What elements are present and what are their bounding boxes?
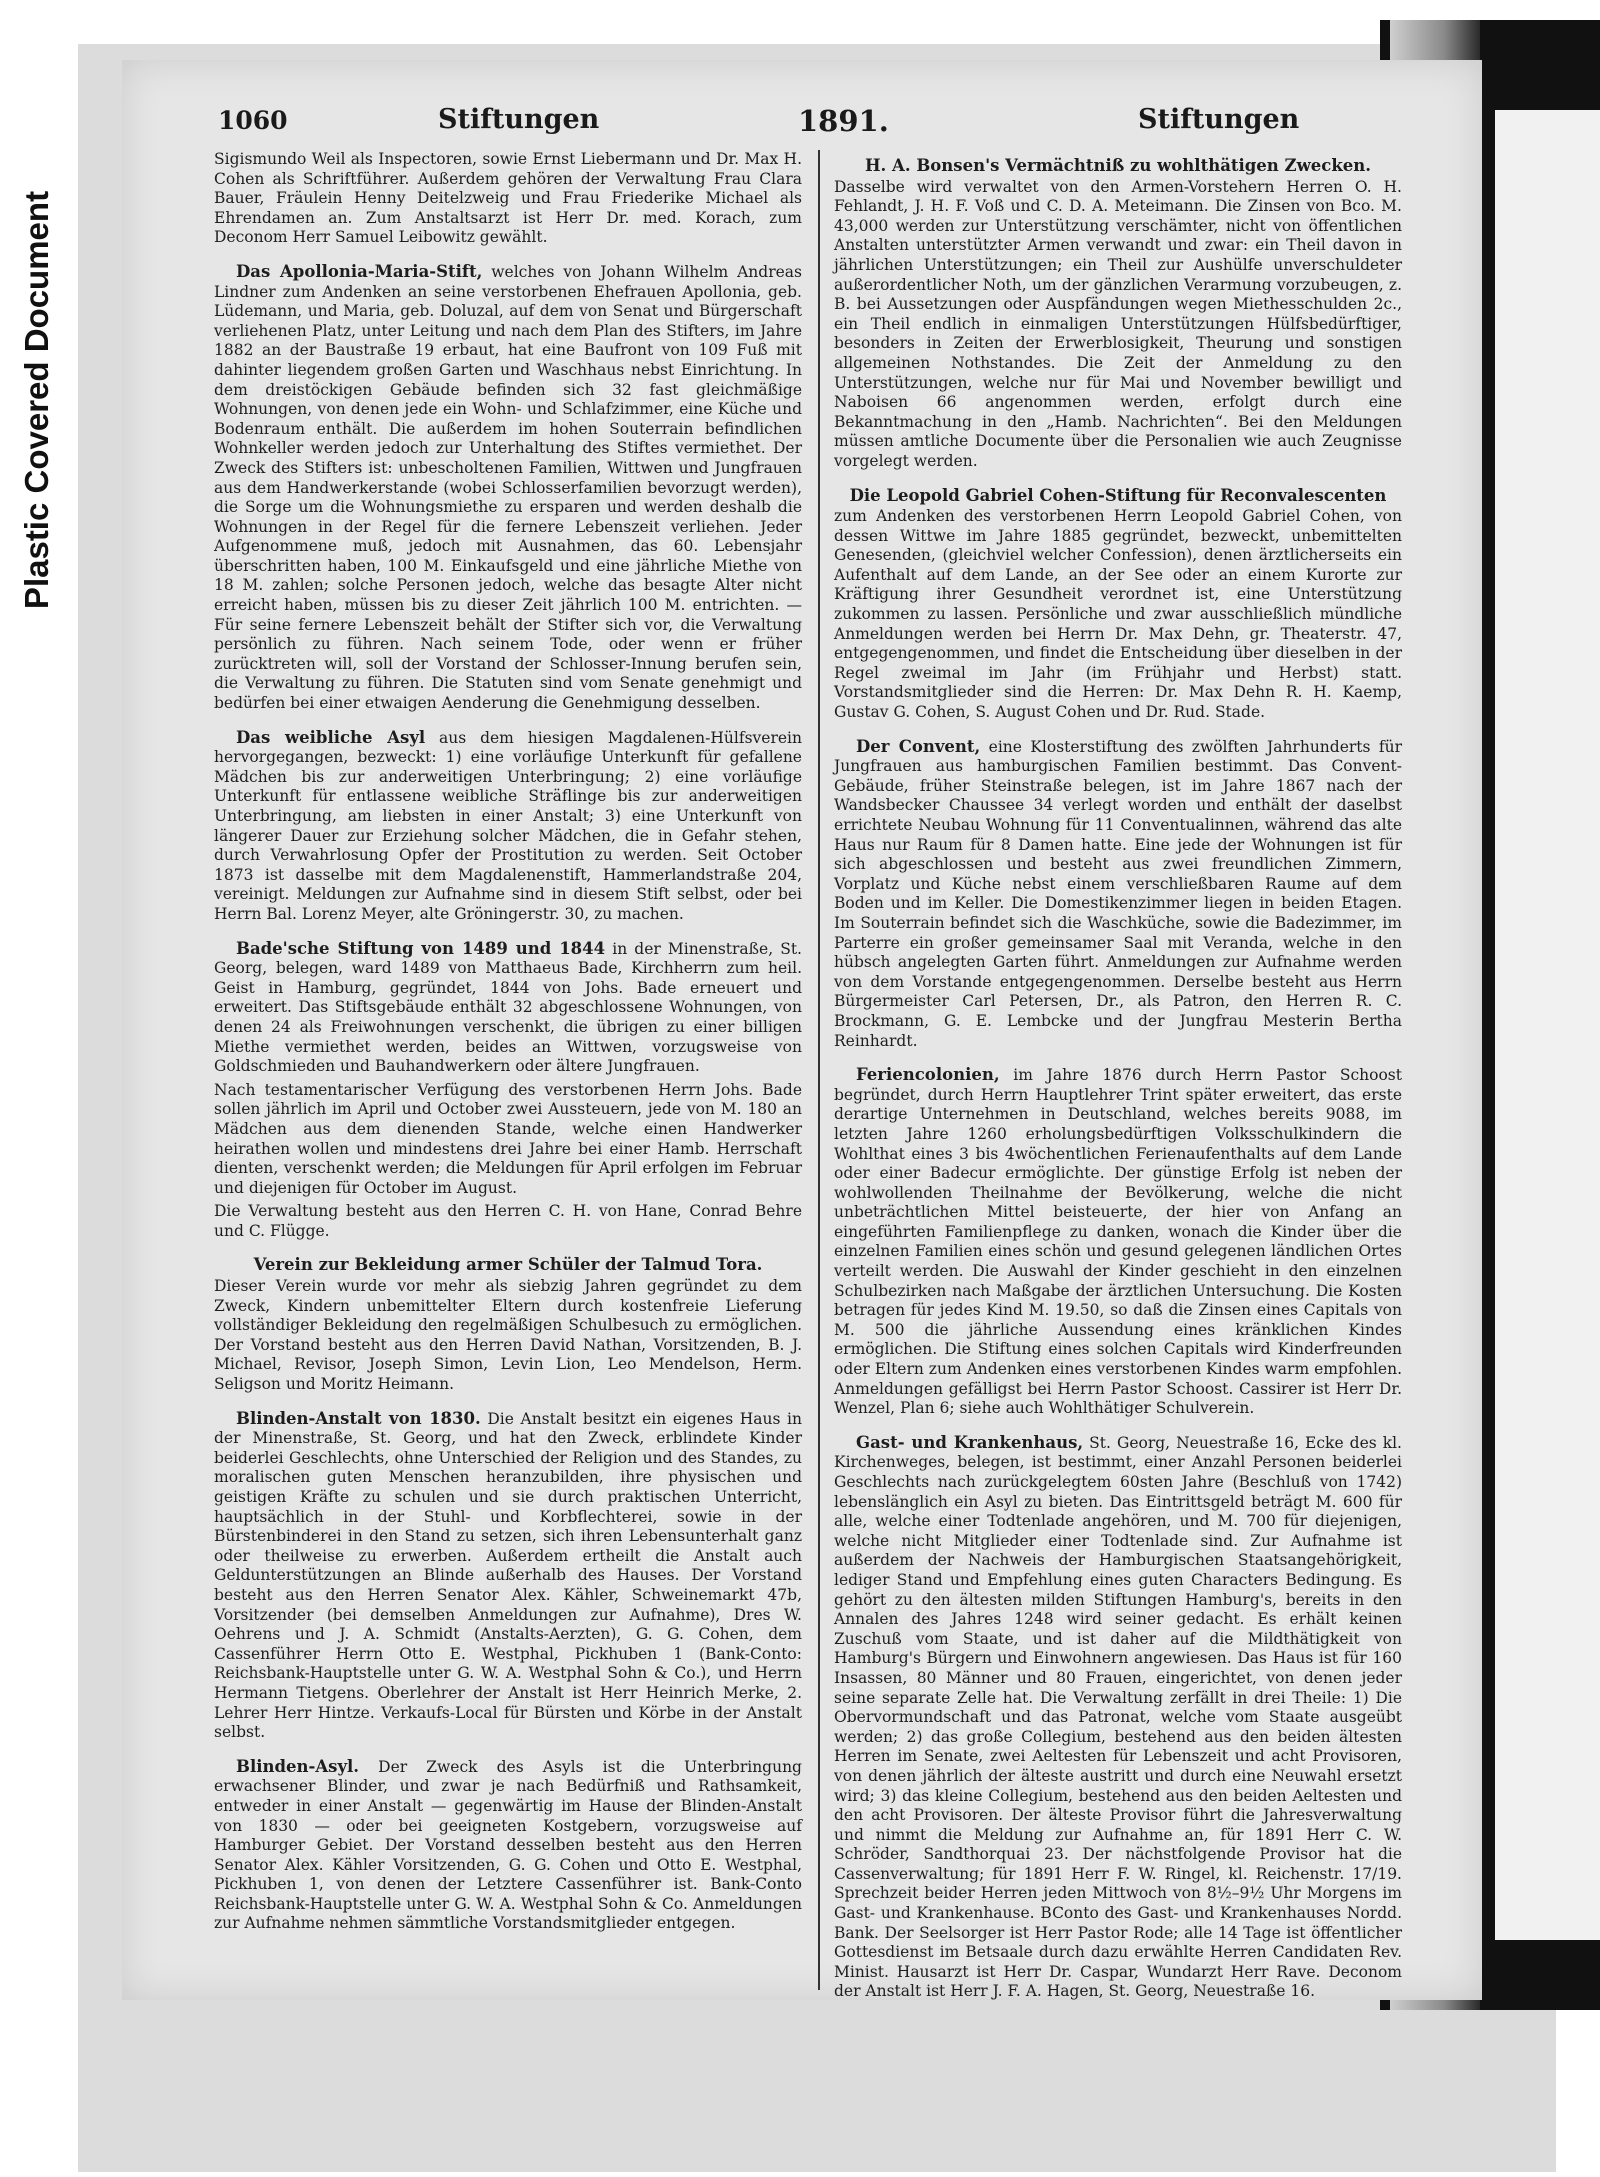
entry-paragraph: Die Verwaltung besteht aus den Herren C. H. von Hane, Conrad Behre und C. Flügge. — [214, 1202, 802, 1240]
header-year: 1891. — [798, 104, 889, 138]
entry-heading: Das Apollonia-Maria-Stift, — [236, 261, 483, 281]
entry-heading: Das weibliche Asyl — [236, 727, 426, 747]
entry-text: eine Klosterstiftung des zwölften Jahrhunderts für Jungfrauen aus hamburgischen Familien bestimmt. Das Convent-Gebäude, früher Steinstraße belegen, ist im Jahre 1867 nach der Wandsbecker Chaussee 34 verlegt worden und enthält der daselbst errichtete Neubau Wohnung für 11 Conventualinnen, während das alte Haus nur Raum für 8 Damen hatte. Eine jede der Wohnungen ist für sich abgeschlossen und besteht aus zwei freundlichen Zimmern, Vorplatz und Küche nebst einem verschließbaren Raume auf dem Boden und im Keller. Die Domestikenzimmer liegen in beiden Etagen. Im Souterrain befindet sich die Waschküche, sowie die Badezimmer, im Parterre ein großer gemeinsamer Saal mit Veranda, welche in den hübsch angelegten Garten führt. Anmeldungen zur Aufnahme werden von dem Vorstande entgegengenommen. Derselbe besteht aus Herrn Bürgermeister Carl Petersen, Dr., als Patron, den Herren R. C. Brockmann, G. E. Lembcke und der Jungfrau Mesterin Bertha Reinhardt. — [834, 737, 1402, 1050]
entry-heading: Blinden-Asyl. — [236, 1756, 360, 1776]
left-column — [214, 150, 802, 1948]
entry-heading: Gast- und Krankenhaus, — [856, 1432, 1084, 1452]
background-gap — [1495, 110, 1600, 1940]
running-header — [218, 102, 1358, 142]
entry-bonsen — [834, 178, 1402, 472]
entry-text: welches von Johann Wilhelm Andreas Lindner zum Andenken an seine verstorbenen Ehefrauen Apollonia, geb. Lüdemann, und Maria, geb. Doluzal, auf dem von Senat und Bürgerschaft verliehenen Platz, unter Leitung und nach dem Plan des Stifters, im Jahre 1882 an der Baustraße 19 erbaut, hat eine Baufront von 109 Fuß mit dahinter liegendem großen Garten und Waschhaus nebst Einrichtung. In dem dreistöckigen Gebäude befinden sich 32 fast gleichmäßige Wohnungen, von denen jede ein Wohn- und Schlafzimmer, eine Küche und Bodenraum enthält. Die außerdem im hohen Souterrain befindlichen Wohnkeller werden jedoch zur Unterhaltung des Stiftes vermiethet. Der Zweck des Stifters ist: unbescholtenen Familien, Wittwen und Jungfrauen aus dem Handwerkerstande (wobei Schlosserfamilien bevorzugt werden), die Sorge um die Wohnungsmiethe zu ersparen und werden deshalb die Wohnungen in der Regel für die fernere Lebenszeit verliehen. Jeder Aufgenommene muß, jedoch mit Ausnahmen, das 60. Lebensjahr überschritten haben, 100 M. Einkaufsgeld und eine jährliche Miethe von 18 M. zahlen; solche Personen jedoch, welche das besagte Alter nicht erreicht haben, müssen bis zu dieser Zeit jährlich 100 M. entrichten. — Für seine fernere Lebenszeit behält der Stifter sich vor, die Verwaltung persönlich zu führen. Nach seinem Tode, oder wenn er früher zurücktreten will, soll der Vorstand der Schlosser-Innung berufen sein, die Verwaltung zu führen. Die Statuten sind vom Senate genehmigt und bedürfen bei einer etwaigen Aenderung die Genehmigung desselben. — [214, 262, 802, 713]
page-number: 1060 — [218, 106, 288, 135]
entry-text: zum Andenken des verstorbenen Herrn Leopold Gabriel Cohen, von dessen Wittwe im Jahre 1885 gegründet, bezweckt, unbemittelten Genesenden, (gleichviel welcher Confession), denen ärztlicherseits ein Aufenthalt auf dem Lande, an der See oder an einem Kurorte zur Kräftigung ihrer Gesundheit verordnet ist, eine Unterstützung zukommen zu lassen. Persönliche und zwar ausschließlich mündliche Anmeldungen werden bei Herrn Dr. Max Dehn, gr. Theaterstr. 47, entgegengenommen, und findet die Entscheidung über dieselben in der Regel zweimal im Jahr (im Frühjahr und Herbst) statt. Vorstandsmitglieder sind die Herren: Dr. Max Dehn R. H. Kaemp, Gustav G. Cohen, S. August Cohen und Dr. Rud. Stade. — [834, 507, 1402, 722]
entry-blinden-anstalt — [214, 1409, 802, 1743]
entry-heading: Feriencolonien, — [856, 1065, 1000, 1085]
entry-heading: Der Convent, — [856, 736, 981, 756]
side-label-text: Plastic Covered Document — [18, 190, 56, 610]
entry-text: aus dem hiesigen Magdalenen-Hülfsverein hervorgegangen, bezweckt: 1) eine vorläufige Unterkunft für gefallene Mädchen bis zur anderweitigen Unterbringung; 2) eine vorläufige Unterkunft für entlassene weibliche Sträflinge bis zur anderweitigen Unterbringung, am liebsten in einer Anstalt; 3) eine Unterkunft von längerer Dauer zur Erziehung solcher Mädchen, die in Gefahr stehen, durch Verwahrlosung Opfer der Prostitution zu werden. Seit October 1873 ist dasselbe mit dem Magdalenenstift, Hammerlandstraße 204, vereinigt. Meldungen zur Aufnahme sind in diesem Stift selbst, oder bei Herrn Bal. Lorenz Meyer, alte Gröningerstr. 30, zu machen. — [214, 728, 803, 923]
entry-text: in der Minenstraße, St. Georg, belegen, ward 1489 von Matthaeus Bade, Kirchherrn zum heil. Geist in Hamburg, gegründet, 1844 von Johs. Bade erneuert und erweitert. Das Stiftsgebäude enthält 32 abgeschlossene Wohnungen, von denen 24 als Freiwohnungen verschenkt, die übrigen zu einer billigen Miethe vermiethet werden, beides an Wittwen, vorzugsweise von Goldschmieden und Bauhandwerkern oder ältere Jungfrauen. — [214, 939, 802, 1076]
entry-paragraph: Nach testamentarischer Verfügung des verstorbenen Herrn Johs. Bade sollen jährlich im April und October zwei Aussteuern, jede von M. 180 an Mädchen aus dem dienenden Stande, welche einen Handwerker heirathen wollen und mindestens drei Jahre bei einer Hamb. Herrschaft dienten, verschenkt werden; die Meldungen für April erfolgen im Februar und diejenigen für October im August. — [214, 1080, 802, 1197]
side-label — [0, 0, 75, 800]
entry-heading-centered: H. A. Bonsen's Vermächtniß zu wohlthätigen Zwecken. — [864, 156, 1372, 175]
entry-bade-stiftung — [214, 939, 802, 1077]
entry-gast-krankenhaus — [834, 1433, 1402, 2002]
entry-feriencolonien — [834, 1065, 1402, 1419]
entry-heading-centered: Verein zur Bekleidung armer Schüler der Talmud Tora. — [253, 1255, 763, 1275]
entry-text: Dieser Verein wurde vor mehr als siebzig Jahren gegründet zu dem Zweck, Kindern unbemittelter Eltern durch kostenfreie Lieferung vollständiger Bekleidung den regelmäßigen Schulbesuch zu ermöglichen. Der Vorstand besteht aus den Herren David Nathan, Vorsitzenden, B. J. Michael, Revisor, Joseph Simon, Levin Lion, Leo Mendelson, Herm. Seligson und Moritz Heimann. — [214, 1277, 802, 1394]
entry-cohen-stiftung — [834, 507, 1402, 723]
entry-talmud-tora — [214, 1277, 802, 1395]
entry-blinden-asyl — [214, 1757, 802, 1934]
header-title-right: Stiftungen — [1138, 104, 1300, 135]
entry-text: Dasselbe wird verwaltet von den Armen-Vorstehern Herren O. H. Fehlandt, J. H. F. Voß und C. D. A. Meteimann. Die Zinsen von Bco. M. 43,000 werden zur Unterstützung verschämter, nicht von öffentlichen Anstalten unterstützter Armen verwandt und zwar: ein Theil davon in jährlichen Unterstützungen; ein Theil zur Aushülfe unverschuldeter außerordentlicher Noth, um der gänzlichen Verarmung vorzubeugen, z. B. bei Aussetzungen oder Auspfändungen wegen Miethesschulden 2c., ein Theil endlich in einmaligen Unterstützungen Hülfsbedürftiger, besonders in Zeiten der Erwerblosigkeit, Theurung und sonstigen allgemeinen Nothstandes. Die Zeit der Anmeldung zu den Unterstützungen, welche nur für Mai und November bewilligt und Naboisen 66 angenommen werden, erfolgt durch eine Bekanntmachung in den „Hamb. Nachrichten“. Bei den Meldungen müssen amtliche Documente über die Personalien wie auch Zeugnisse vorgelegt werden. — [834, 177, 1402, 470]
entry-text: St. Georg, Neuestraße 16, Ecke des kl. Kirchenweges, belegen, ist bestimmt, einer Anzahl Personen beiderlei Geschlechts nach zurückgelegtem 60sten Jahre (Beschluß von 1742) lebenslänglich ein Asyl zu bieten. Das Eintrittsgeld beträgt M. 600 für alle, welche einer Todtenlade angehören, und M. 700 für diejenigen, welche nicht Mitglieder einer Todtenlade sind. Zur Aufnahme ist außerdem der Nachweis der Hamburgischen Staatsangehörigkeit, lediger Stand und Empfehlung eines guten Characters Bedingung. Es gehört zu den ältesten milden Stiftungen Hamburg's, bereits in den Annalen des Jahres 1248 wird seiner gedacht. Es erhält keinen Zuschuß vom Staate, und ist daher auf die Mildthätigkeit von Hamburg's Bürgern und Einwohnern angewiesen. Das Haus ist für 160 Insassen, 80 Männer und 80 Frauen, eingerichtet, von denen jeder seine separate Zelle hat. Die Verwaltung zerfällt in drei Theile: 1) Die Obervormundschaft und das Patronat, welche vom Staate ausgeübt werden; 2) das große Collegium, bestehend aus den beiden ältesten Herren im Senate, zwei Aeltesten für Lebenszeit und acht Provisoren, von denen jährlich der älteste austritt und durch eine Neuwahl ersetzt wird; 3) das kleine Collegium, bestehend aus den beiden Aeltesten und den acht Provisoren. Der älteste Provisor führt die Jahresverwaltung und nimmt die Meldung zur Aufnahme an, für 1891 Herr C. W. Schröder, Sandthorquai 23. Der nächstfolgende Provisor hat die Cassenverwaltung; für 1891 Herr F. W. Ringel, kl. Reichenstr. 17/19. Sprechzeit beider Herren jeden Mittwoch von 8½–9½ Uhr Morgens im Gast- und Krankenhause. BConto des Gast- und Krankenhauses Nordd. Bank. Der Seelsorger ist Herr Pastor Rode; alle 14 Tage ist öffentlicher Gottesdienst im Betsaale durch dazu erwählte Herren Candidaten Rev. Minist. Hausarzt ist Herr Dr. Caspar, Wundarzt Herr Rave. Deconom der Anstalt ist Herr J. F. A. Hagen, St. Georg, Neuestraße 16. — [834, 1433, 1402, 2001]
entry-text: Der Zweck des Asyls ist die Unterbringung erwachsener Blinder, und zwar je nach Bedürfniß und Rathsamkeit, entweder in einer Anstalt — gegenwärtig im Hause der Blinden-Anstalt von 1830 — oder bei geeigneten Kostgebern, vorzugsweise auf Hamburger Gebiet. Der Vorstand desselben besteht aus den Herren Senator Alex. Kähler Vorsitzenden, G. G. Cohen und Otto E. Westphal, Pickhuben 1, von denen der Letztere Cassenführer ist. Bank-Conto Reichsbank-Hauptstelle unter G. W. A. Westphal Sohn & Co. Anmeldungen zur Aufnahme nehmen sämmtliche Vorstandsmitglieder entgegen. — [214, 1757, 802, 1933]
entry-paragraph: Sigismundo Weil als Inspectoren, sowie Ernst Liebermann und Dr. Max H. Cohen als Schriftführer. Außerdem gehören der Verwaltung Frau Clara Bauer, Fräulein Henny Deitelzweig und Frau Friederike Michael als Ehrendamen an. Zum Anstaltsarzt ist Herr Dr. med. Korach, zum Deconom Herr Samuel Leibowitz gewählt. — [214, 150, 802, 247]
entry-text: Die Anstalt besitzt ein eigenes Haus in der Minenstraße, St. Georg, und hat den Zweck, erblindete Kinder beiderlei Geschlechts, ohne Unterschied der Religion und des Standes, zu moralischen guten Menschen heranzubilden, ihre physischen und geistigen Kräfte zu schulen und sie durch praktischen Unterricht, hauptsächlich in der Stuhl- und Korbflechterei, sowie in der Bürstenbinderei in den Stand zu setzen, sich ihren Lebensunterhalt ganz oder theilweise zu erwerben. Außerdem ertheilt die Anstalt auch Geldunterstützungen an Blinde außerhalb des Hauses. Der Vorstand besteht aus den Herren Senator Alex. Kähler, Schweinemarkt 47b, Vorsitzender (bei demselben Anmeldungen zur Aufnahme), Dres W. Oehrens und J. A. Schmidt (Anstalts-Aerzten), G. G. Cohen, dem Cassenführer Herrn Otto E. Westphal, Pickhuben 1 (Bank-Conto: Reichsbank-Hauptstelle unter G. W. A. Westphal Sohn & Co.), und Herrn Hermann Tietgens. Oberlehrer der Anstalt ist Herr Heinrich Merke, 2. Lehrer Herr Hintze. Verkaufs-Local für Bürsten und Körbe in der Anstalt selbst. — [214, 1409, 802, 1742]
entry-heading: Bade'sche Stiftung von 1489 und 1844 — [236, 938, 606, 958]
header-title-left: Stiftungen — [438, 104, 600, 135]
right-column — [834, 150, 1402, 2016]
column-divider — [818, 150, 820, 1990]
entry-text: im Jahre 1876 durch Herrn Pastor Schoost begründet, durch Herrn Hauptlehrer Trint später erweitert, das erste derartige Unternehmen in Deutschland, welches bereits 9088, im letzten Jahre 1260 erholungsbedürftigen Volksschulkindern die Wohlthat eines 3 bis 4wöchentlichen Ferienaufenthalts auf dem Lande oder einer Badecur ermöglichte. Der günstige Erfolg ist neben der wohlwollenden Theilnahme der Bevölkerung, welche die nicht unbeträchtlichen Mittel beisteuerte, der hier von Anfang an eingeführten Familienpflege zu danken, wonach die Kinder über die einzelnen Familien eines schön und gesund gelegenen ländlichen Ortes verteilt werden. Die Auswahl der Kinder geschieht in den einzelnen Schulbezirken nach Maßgabe der ärztlichen Untersuchung. Die Kosten betragen für jedes Kind M. 19.50, so daß die Zinsen eines Capitals von M. 500 die jährliche Aussendung eines kränklichen Kindes ermöglichen. Die Stiftung eines solchen Capitals wird Kinderfreunden oder Eltern zum Andenken eines verstorbenen Kindes warm empfohlen. Anmeldungen gefälligst bei Herrn Pastor Schoost. Cassirer ist Herr Dr. Wenzel, Plan 6; siehe auch Wohlthätiger Schulverein. — [834, 1066, 1402, 1418]
entry-weibliche-asyl — [214, 728, 802, 925]
entry-convent — [834, 737, 1402, 1052]
entry-heading: Blinden-Anstalt von 1830. — [236, 1408, 481, 1428]
entry-heading-centered: Die Leopold Gabriel Cohen-Stiftung für Reconvalescenten — [849, 485, 1387, 505]
entry-apollonia-maria-stift — [214, 262, 802, 714]
